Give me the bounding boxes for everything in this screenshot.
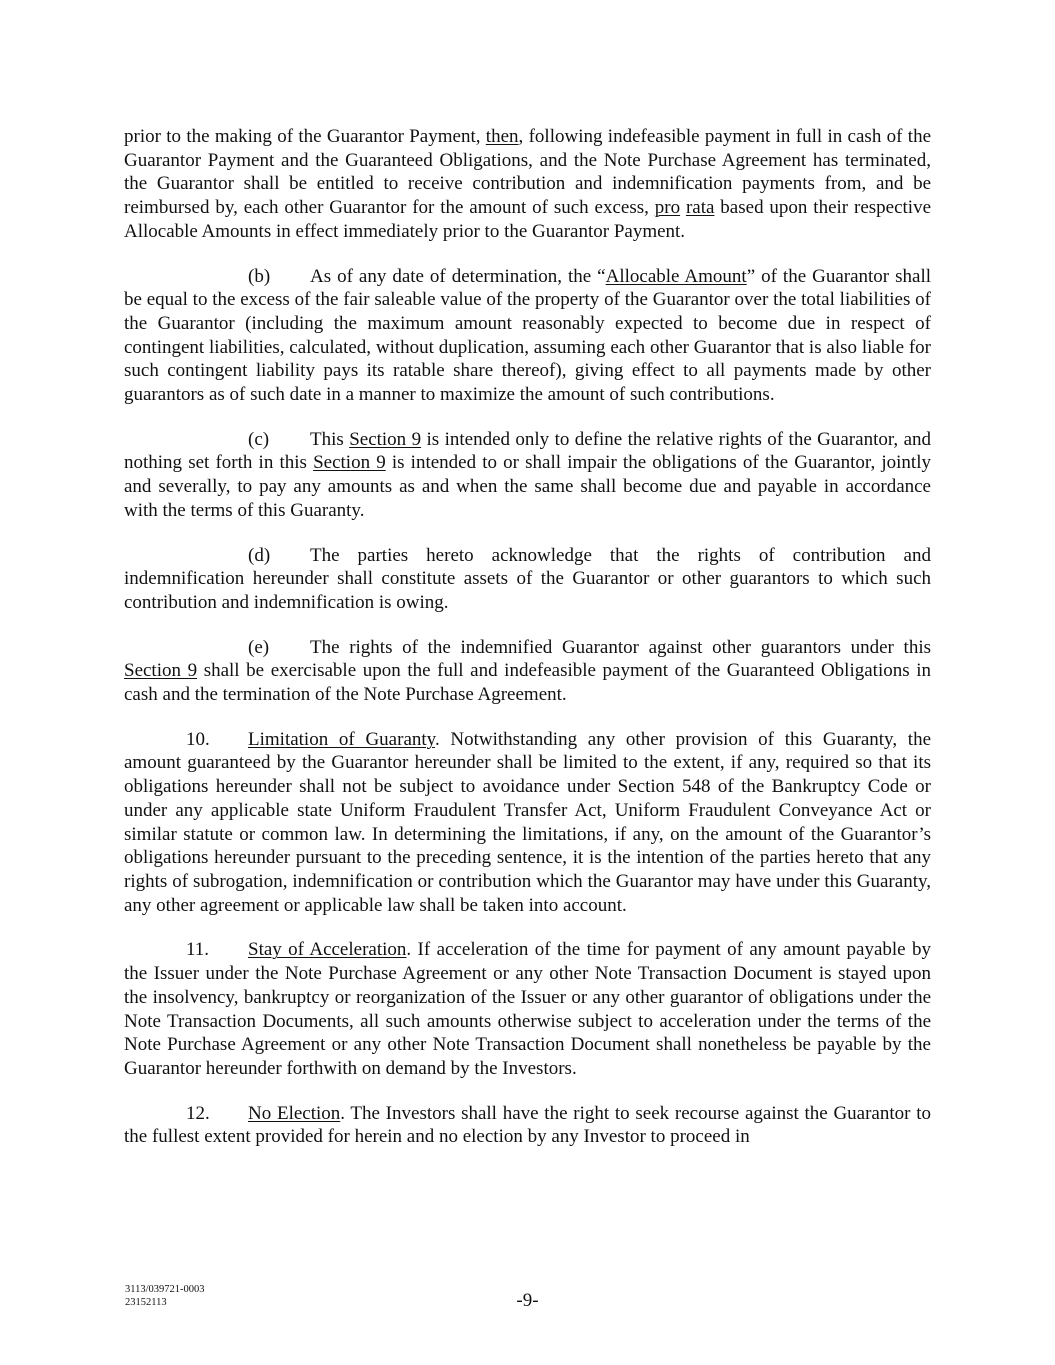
subsection-label: (e) <box>248 636 270 658</box>
paragraph-text: , following indefeasible payment in full in cash of the Guarantor Payment and the Guaranteed Obligations, and the Note Purchase Agreement has terminated, the Guarantor shall be entitled to receive contribution and indemnification payments from, and be reimbursed by, each other Guarantor for the amount of such excess, <box>124 126 932 219</box>
section-12 <box>124 1102 931 1149</box>
paragraph-text: . Notwithstanding any other provision of this Guaranty, the amount guaranteed by the Guarantor hereunder shall be limited to the extent, if any, required so that its obligations hereunder shall not be subject to avoidance under Section 548 of the Bankruptcy Code or under any applicable state Uniform Fraudulent Transfer Act, Uniform Fraudulent Conveyance Act or similar statute or common law. In determining the limitations, if any, on the amount of the Guarantor’s obligations hereunder pursuant to the preceding sentence, it is the intention of the parties hereto that any rights of subrogation, indemnification or contribution which the Guarantor may have under this Guaranty, any other agreement or applicable law shall be taken into account. <box>124 728 932 916</box>
document-id-line: 23152113 <box>125 1297 167 1308</box>
paragraph-text: shall be exercisable upon the full and indefeasible payment of the Guaranteed Obligations in cash and the termination of the Note Purchase Agreement. <box>124 660 931 706</box>
section-reference: Section 9 <box>313 452 386 474</box>
paragraph-text: The parties hereto acknowledge that the rights of contribution and indemnification hereunder shall constitute assets of the Guarantor or other guarantors to which such contribution and indemnification is owing. <box>124 544 931 613</box>
section-heading: Stay of Acceleration <box>248 939 407 961</box>
section-11 <box>124 938 931 1080</box>
paragraph-text: prior to the making of the Guarantor Payment, <box>124 126 486 147</box>
paragraph-continuation <box>124 125 931 244</box>
defined-term: Allocable Amount <box>605 265 747 287</box>
section-10 <box>124 728 931 918</box>
paragraph-text: ” of the Guarantor shall be equal to the excess of the fair saleable value of the property of the Guarantor over the total liabilities of the Guarantor (including the maximum amount reasonably expected to become due in respect of contingent liabilities, calculated, without duplication, assuming each other Guarantor that is also liable for such contingent liability pays its ratable share thereof), giving effect to all payments made by other guarantors as of such date in a manner to maximize the amount of such contributions. <box>124 265 931 406</box>
paragraph-text: is intended to or shall impair the obligations of the Guarantor, jointly and severally, to pay any amounts as and when the same shall become due and payable in accordance with the terms of this Guaranty. <box>124 452 931 521</box>
section-heading: No Election <box>248 1102 341 1124</box>
document-body <box>124 125 931 1170</box>
paragraph-text: is intended only to define the relative rights of the Guarantor, and nothing set forth in this <box>124 428 932 474</box>
paragraph-text: . If acceleration of the time for payment of any amount payable by the Issuer under the Note Purchase Agreement or any other Note Transaction Document is stayed upon the insolvency, bankruptcy or reorganization of the Issuer or any other guarantor of obligations under the Note Transaction Documents, all such amounts otherwise subject to acceleration under the terms of the Note Purchase Agreement or any other Note Transaction Document shall nonetheless be payable by the Guarantor hereunder forthwith on demand by the Investors. <box>124 939 932 1079</box>
subsection-d <box>124 544 931 615</box>
subsection-e <box>124 636 931 707</box>
subsection-label: (d) <box>248 544 271 566</box>
underlined-term: rata <box>685 197 715 219</box>
underlined-term: pro <box>654 197 681 219</box>
subsection-label: (c) <box>248 428 270 450</box>
section-reference: Section 9 <box>349 428 422 450</box>
section-number: 12. <box>186 1102 210 1124</box>
paragraph-text: The rights of the indemnified Guarantor against other guarantors under this <box>310 636 931 658</box>
paragraph-text: This <box>310 428 350 450</box>
paragraph-text: . The Investors shall have the right to seek recourse against the Guarantor to the fullest extent provided for herein and no election by any Investor to proceed in <box>124 1102 931 1148</box>
subsection-b <box>124 265 931 407</box>
section-number: 10. <box>186 728 210 750</box>
paragraph-text: based upon their respective Allocable Amounts in effect immediately prior to the Guarantor Payment. <box>124 197 931 242</box>
section-heading: Limitation of Guaranty <box>248 728 435 750</box>
underlined-term: then <box>485 126 519 147</box>
document-id-line: 3113/039721-0003 <box>125 1284 205 1295</box>
page-number: -9- <box>516 1290 539 1311</box>
section-number: 11. <box>186 939 210 961</box>
subsection-c <box>124 428 931 523</box>
subsection-label: (b) <box>248 265 271 287</box>
paragraph-text: As of any date of determination, the “ <box>310 265 606 287</box>
section-reference: Section 9 <box>124 660 198 682</box>
